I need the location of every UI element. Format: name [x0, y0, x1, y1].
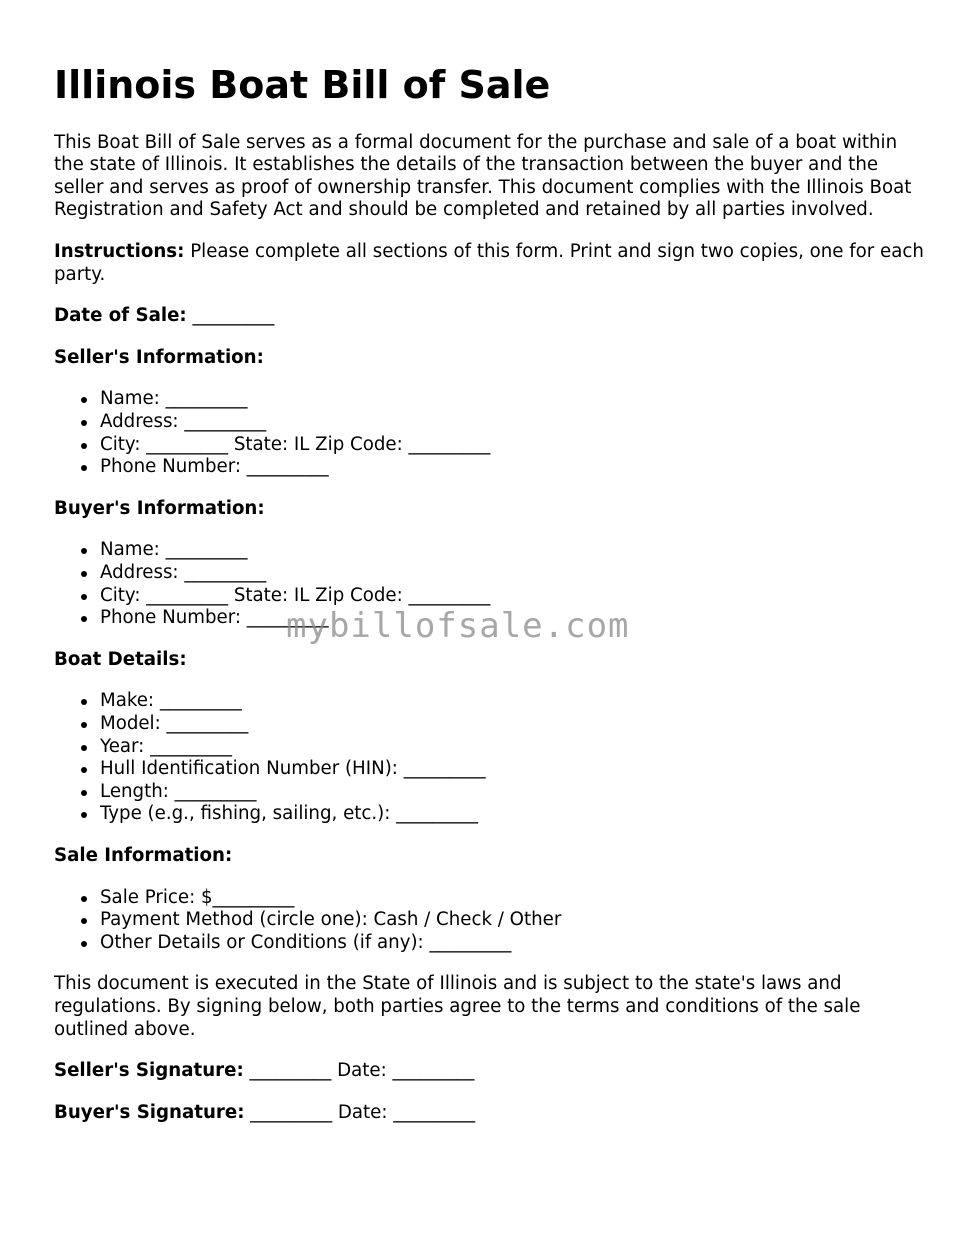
intro-paragraph: This Boat Bill of Sale serves as a formal document for the purchase and sale of a boat within the state of Illinois. It establishes the details of the transaction between the buyer and the seller and serves as proof of ownership transfer. This document complies with the Illinois Boat Registration and Safety Act and should be completed and retained by all parties involved. [54, 131, 912, 221]
document-title: Illinois Boat Bill of Sale [54, 63, 551, 107]
date-of-sale-line [54, 305, 924, 328]
boat-make-item: Make: _________ [100, 690, 924, 713]
boat-type-item: Type (e.g., fishing, sailing, etc.): _________ [100, 803, 924, 826]
sale-list [54, 887, 924, 955]
instructions-text: Please complete all sections of this form. Print and sign two copies, one for each party. [54, 241, 924, 285]
boat-year-item: Year: _________ [100, 736, 924, 759]
seller-signature-line [54, 1060, 924, 1083]
watermark-text: mybillofsale.com [286, 606, 630, 646]
seller-city-item: City: _________ State: IL Zip Code: _________ [100, 434, 924, 457]
buyer-heading: Buyer's Information: [54, 497, 265, 519]
document-page [54, 64, 924, 1143]
sale-heading: Sale Information: [54, 844, 233, 866]
seller-heading: Seller's Information: [54, 346, 264, 368]
buyer-name-item: Name: _________ [100, 539, 924, 562]
boat-model-item: Model: _________ [100, 713, 924, 736]
seller-signature-label: Seller's Signature: [54, 1060, 244, 1082]
buyer-city-item: City: _________ State: IL Zip Code: _________ [100, 585, 924, 608]
boat-length-item: Length: _________ [100, 781, 924, 804]
buyer-signature-blanks: _________ Date: _________ [244, 1101, 476, 1123]
boat-hin-item: Hull Identification Number (HIN): _________ [100, 758, 924, 781]
buyer-signature-line [54, 1102, 924, 1125]
buyer-address-item: Address: _________ [100, 562, 924, 585]
date-of-sale-blank: _________ [186, 305, 275, 327]
buyer-list [54, 539, 924, 629]
buyer-signature-label: Buyer's Signature: [54, 1101, 245, 1123]
other-details-item: Other Details or Conditions (if any): _________ [100, 932, 924, 955]
closing-paragraph: This document is executed in the State of Illinois and is subject to the state's laws and regulations. By signing below, both parties agree to the terms and conditions of the sale outlined above. [54, 973, 861, 1040]
seller-name-item: Name: _________ [100, 388, 924, 411]
seller-signature-blanks: _________ Date: _________ [243, 1060, 475, 1082]
instructions-paragraph [54, 241, 924, 286]
seller-address-item: Address: _________ [100, 411, 924, 434]
buyer-phone-item: Phone Number: _________ [100, 607, 924, 630]
seller-phone-item: Phone Number: _________ [100, 456, 924, 479]
boat-heading: Boat Details: [54, 648, 187, 670]
payment-method-item: Payment Method (circle one): Cash / Check / Other [100, 909, 924, 932]
sale-price-item: Sale Price: $_________ [100, 887, 924, 910]
seller-list [54, 388, 924, 478]
instructions-label: Instructions: [54, 241, 185, 263]
date-of-sale-label: Date of Sale: [54, 305, 187, 327]
boat-list [54, 690, 924, 826]
